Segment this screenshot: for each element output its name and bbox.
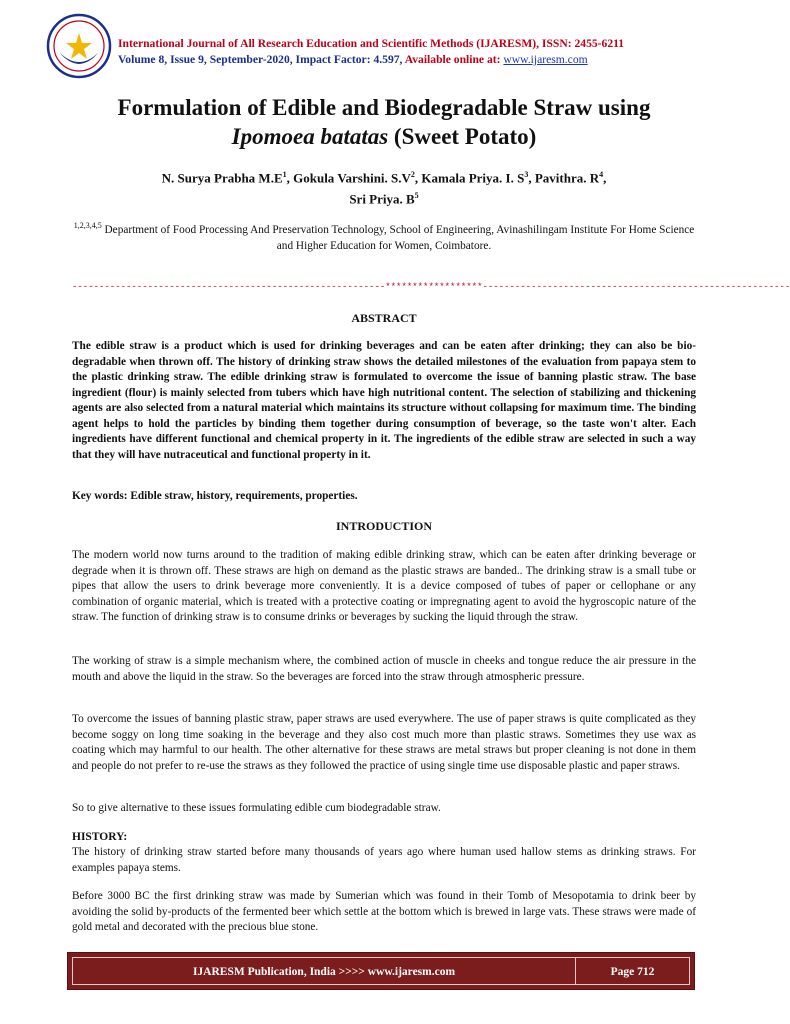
intro-paragraph-1: The modern world now turns around to the tradition of making edible drinking straw, which can be eaten after drinking beverage or degrade when it is thrown off. These straws are high on demand as the plastic straws are banded.. The drinking straw is a small tube or pipes that allow the users to drink beverage more conveniently. It is a device composed of tubes of paper or cellophane or any combination of organic material, which is treated with a protective coating or impregnating agent to avoid the hygroscopic nature of the straw. The function of drinking straw is to consume drinks or beverages by sucking the liquid through the straw. bbox=[72, 549, 696, 623]
affiliation bbox=[72, 218, 696, 254]
journal-logo bbox=[46, 13, 112, 79]
affiliation-text: Department of Food Processing And Preservation Technology, School of Engineering, Avinashilingam Institute For Home Science and Higher Education for Women, Coimbatore. bbox=[104, 223, 695, 252]
author-line-1 bbox=[40, 166, 728, 187]
author-5-sup: 5 bbox=[414, 191, 419, 201]
intro-paragraph-2: The working of straw is a simple mechanism where, the combined action of muscle in cheeks and tongue reduce the air pressure in the mouth and above the liquid in the straw. So the beverages are forced into the straw through atmospheric pressure. bbox=[72, 655, 696, 683]
volume-info: Volume 8, Issue 9, September-2020, Impact Factor: 4.597, bbox=[118, 53, 403, 66]
intro-paragraph-4: So to give alternative to these issues formulating edible cum biodegradable straw. bbox=[72, 802, 441, 814]
journal-header bbox=[118, 36, 758, 68]
author-4-end: , bbox=[603, 170, 607, 186]
section-divider: ----------------------------------------------------------******************--------------------------------------------------------- bbox=[72, 282, 790, 292]
author-3: , Kamala Priya. I. S bbox=[414, 170, 525, 186]
title-common-name: (Sweet Potato) bbox=[393, 124, 537, 149]
author-4: , Pavithra. R bbox=[528, 170, 600, 186]
footer-publisher: IJARESM Publication, India >>>> www.ijaresm.com bbox=[192, 966, 456, 978]
author-1: N. Surya Prabha M.E bbox=[161, 170, 283, 186]
introduction-heading: INTRODUCTION bbox=[335, 519, 432, 533]
author-4-sup: 4 bbox=[599, 170, 604, 179]
author-2-sup: 2 bbox=[410, 170, 415, 179]
intro-paragraph-3: To overcome the issues of banning plastic straw, paper straws are used everywhere. The use of paper straws is quite complicated as they become soggy on long time soaking in the beverage and they also cost much more than plastic straws. Sometimes they use wax as coating which may harmful to our health. The other alternative for these straws are metal straws but proper cleaning is not done in them and people do not prefer to re-use the straws as they followed the practice of using single time use disposable plastic and paper straws. bbox=[72, 713, 696, 772]
available-online-label: Available online at: bbox=[404, 53, 501, 66]
footer-frame bbox=[72, 957, 690, 985]
page-label: Page bbox=[610, 966, 635, 978]
keywords: Key words: Edible straw, history, requirements, properties. bbox=[72, 490, 358, 502]
author-1-sup: 1 bbox=[282, 170, 287, 179]
history-paragraph-2: Before 3000 BC the first drinking straw was made by Sumerian which was found in their Tomb of Mesopotamia to drink beer by avoiding the solid by-products of the fermented beer which settle at the bottom which is brewed in large vats. These straws were made of gold metal and decorated with the precious blue stone. bbox=[72, 890, 696, 933]
page-footer bbox=[67, 952, 695, 990]
title-line-1: Formulation of Edible and Biodegradable Straw using bbox=[117, 95, 651, 120]
history-heading: HISTORY: bbox=[72, 831, 128, 843]
title-line-2 bbox=[40, 122, 728, 151]
journal-name-line: International Journal of All Research Education and Scientific Methods (IJARESM), ISSN: 2455-6211 bbox=[118, 37, 625, 50]
author-3-sup: 3 bbox=[524, 170, 529, 179]
abstract-heading: ABSTRACT bbox=[351, 311, 417, 325]
author-line-2 bbox=[40, 187, 728, 208]
journal-website-link[interactable]: www.ijaresm.com bbox=[503, 53, 588, 66]
history-paragraph-1: The history of drinking straw started before many thousands of years ago where human used hallow stems as drinking straws. For examples papaya stems. bbox=[72, 846, 696, 874]
page-number: 712 bbox=[637, 966, 655, 978]
abstract-text: The edible straw is a product which is used for drinking beverages and can be eaten after drinking; they can also be bio-degradable when thrown off. The history of drinking straw shows the detailed milestones of the evaluation from papaya stem to the plastic drinking straw. The edible drinking straw is formulated to overcome the issue of banning plastic straw. The base ingredient (flour) is mainly selected from tubers which have high nutritional content. The selection of stabilizing and thickening agents are also selected from a natural material which maintains its structure without collapsing for maximum time. The binding agent helps to hold the particles by binding them together during consumption of beverage, so the taste won't alter. Each ingredients have different functional and chemical property in it. The ingredients of the edible straw are selected in such a way that they will have nutraceutical and functional property in it. bbox=[72, 340, 696, 461]
footer-page bbox=[576, 958, 689, 986]
author-list bbox=[40, 166, 728, 209]
author-2: , Gokula Varshini. S.V bbox=[286, 170, 411, 186]
author-5: Sri Priya. B bbox=[349, 191, 415, 207]
title-species: Ipomoea batatas bbox=[231, 124, 389, 149]
volume-line bbox=[118, 52, 758, 68]
paper-title bbox=[40, 93, 728, 151]
affiliation-sup: 1,2,3,4,5 bbox=[73, 221, 102, 230]
